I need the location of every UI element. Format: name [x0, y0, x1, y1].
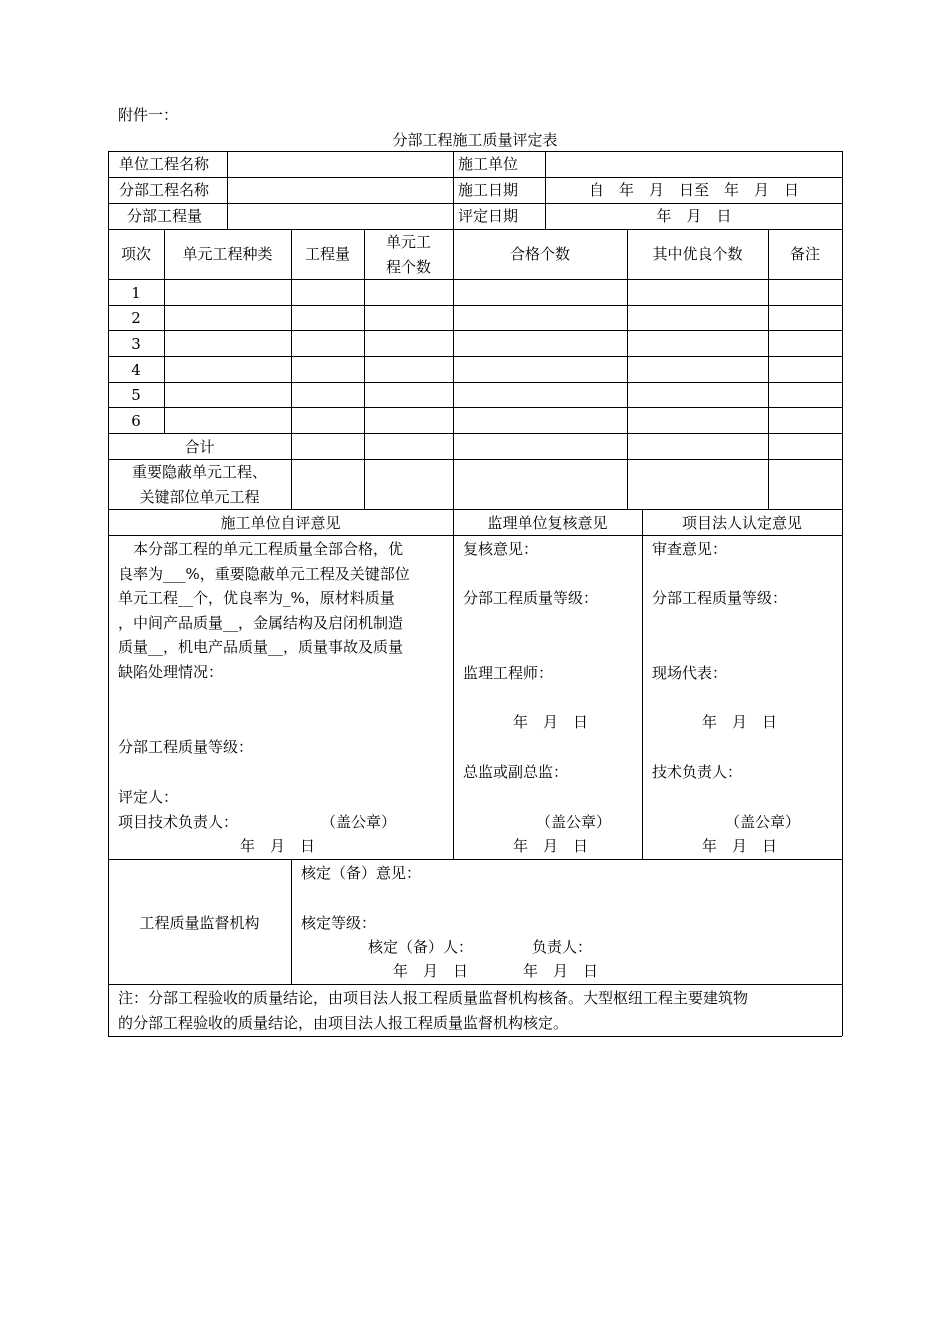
row-divider	[108, 984, 842, 985]
col-divider	[627, 229, 628, 509]
self-opinion-text: 本分部工程的单元工程质量全部合格，优	[118, 540, 404, 558]
row-divider	[108, 330, 842, 331]
row-divider	[108, 407, 842, 408]
col-divider	[291, 229, 292, 509]
owner-grade-label: 分部工程质量等级：	[652, 589, 788, 607]
supervisor-seal: （盖公章）	[536, 813, 612, 831]
table-border-top	[108, 151, 842, 152]
row-divider	[108, 279, 842, 280]
row-divider	[108, 509, 842, 510]
col-header-excellent: 其中优良个数	[652, 245, 743, 263]
sub-project-quantity-label: 分部工程量	[127, 207, 203, 225]
col-divider	[453, 229, 454, 859]
attachment-label: 附件一：	[118, 106, 179, 124]
row-divider	[108, 459, 842, 460]
owner-date: 年 月 日	[702, 713, 778, 731]
supervision-org-label: 工程质量监督机构	[139, 914, 260, 932]
key-units-label-line1: 重要隐蔽单元工程、	[131, 463, 267, 481]
row-number: 2	[131, 309, 141, 327]
row-number: 5	[131, 386, 141, 404]
approver-label: 核定（备）人：	[368, 938, 474, 956]
row-divider	[108, 229, 842, 230]
total-label: 合计	[184, 438, 215, 456]
supervision-opinion-label: 核定（备）意见：	[301, 864, 422, 882]
site-rep-label: 现场代表：	[652, 664, 728, 682]
unit-project-name-label: 单位工程名称	[119, 155, 210, 173]
self-tech-lead-label: 项目技术负责人：	[118, 813, 239, 831]
col-header-qualified: 合格个数	[509, 245, 570, 263]
sub-project-name-label: 分部工程名称	[119, 181, 210, 199]
row-divider	[108, 382, 842, 383]
evaluation-date-label: 评定日期	[458, 207, 519, 225]
self-seal: （盖公章）	[321, 813, 397, 831]
approver-date: 年 月 日	[393, 962, 469, 980]
supervisor-opinion-title: 监理单位复核意见	[487, 514, 608, 532]
note-line-1: 注：分部工程验收的质量结论，由项目法人报工程质量监督机构核备。大型枢纽工程主要建筑物	[118, 989, 749, 1007]
construction-unit-label: 施工单位	[458, 155, 519, 173]
row-divider	[108, 535, 842, 536]
col-divider	[453, 151, 454, 229]
owner-seal: （盖公章）	[725, 813, 801, 831]
col-header-unit-count-line1: 单元工	[385, 233, 431, 251]
col-header-unit-type: 单元工程种类	[182, 245, 273, 263]
self-evaluator-label: 评定人：	[118, 788, 179, 806]
review-opinion-label: 复核意见：	[463, 540, 539, 558]
self-opinion-text: ，中间产品质量__，金属结构及启闭机制造	[118, 614, 404, 632]
construction-date-label: 施工日期	[458, 181, 519, 199]
evaluation-date-value: 年 月 日	[656, 207, 732, 225]
col-header-remarks: 备注	[789, 245, 820, 263]
row-divider	[108, 203, 842, 204]
supervision-grade-label: 核定等级：	[301, 914, 377, 932]
chief-supervisor-label: 总监或副总监：	[463, 763, 569, 781]
row-divider	[108, 433, 842, 434]
row-number: 3	[131, 335, 141, 353]
col-header-quantity: 工程量	[304, 245, 350, 263]
responsible-label: 负责人：	[532, 938, 593, 956]
row-divider	[108, 356, 842, 357]
owner-opinion-title: 项目法人认定意见	[681, 514, 802, 532]
supervisor-date: 年 月 日	[513, 713, 589, 731]
table-border-right	[842, 151, 843, 1036]
row-divider	[108, 305, 842, 306]
col-header-unit-count-line2: 程个数	[385, 258, 431, 276]
col-divider	[227, 151, 228, 229]
owner-seal-date: 年 月 日	[702, 837, 778, 855]
col-divider	[642, 509, 643, 859]
row-divider	[108, 859, 842, 860]
col-divider	[768, 229, 769, 509]
responsible-date: 年 月 日	[523, 962, 599, 980]
self-opinion-text: 良率为___%，重要隐蔽单元工程及关键部位	[118, 565, 410, 583]
self-opinion-text: 质量__，机电产品质量__，质量事故及质量	[118, 638, 404, 656]
supervisor-grade-label: 分部工程质量等级：	[463, 589, 599, 607]
tech-lead-label: 技术负责人：	[652, 763, 743, 781]
self-grade-label: 分部工程质量等级：	[118, 738, 254, 756]
row-divider	[108, 177, 842, 178]
self-date: 年 月 日	[240, 837, 316, 855]
key-units-label-line2: 关键部位单元工程	[139, 488, 260, 506]
row-number: 6	[131, 412, 141, 430]
review-opinion-owner-label: 审查意见：	[652, 540, 728, 558]
col-divider	[291, 859, 292, 984]
table-border-bottom	[108, 1036, 842, 1037]
form-title: 分部工程施工质量评定表	[392, 131, 558, 149]
row-number: 1	[131, 284, 141, 302]
col-header-item: 项次	[120, 245, 151, 263]
self-opinion-text: 缺陷处理情况：	[118, 663, 224, 681]
note-line-2: 的分部工程验收的质量结论，由项目法人报工程质量监督机构核定。	[118, 1014, 569, 1032]
supervisor-seal-date: 年 月 日	[513, 837, 589, 855]
self-opinion-text: 单元工程__个，优良率为_%，原材料质量	[118, 589, 395, 607]
self-opinion-title: 施工单位自评意见	[220, 514, 341, 532]
row-number: 4	[131, 361, 141, 379]
supervising-engineer-label: 监理工程师：	[463, 664, 554, 682]
construction-date-value: 自 年 月 日至 年 月 日	[588, 181, 799, 199]
